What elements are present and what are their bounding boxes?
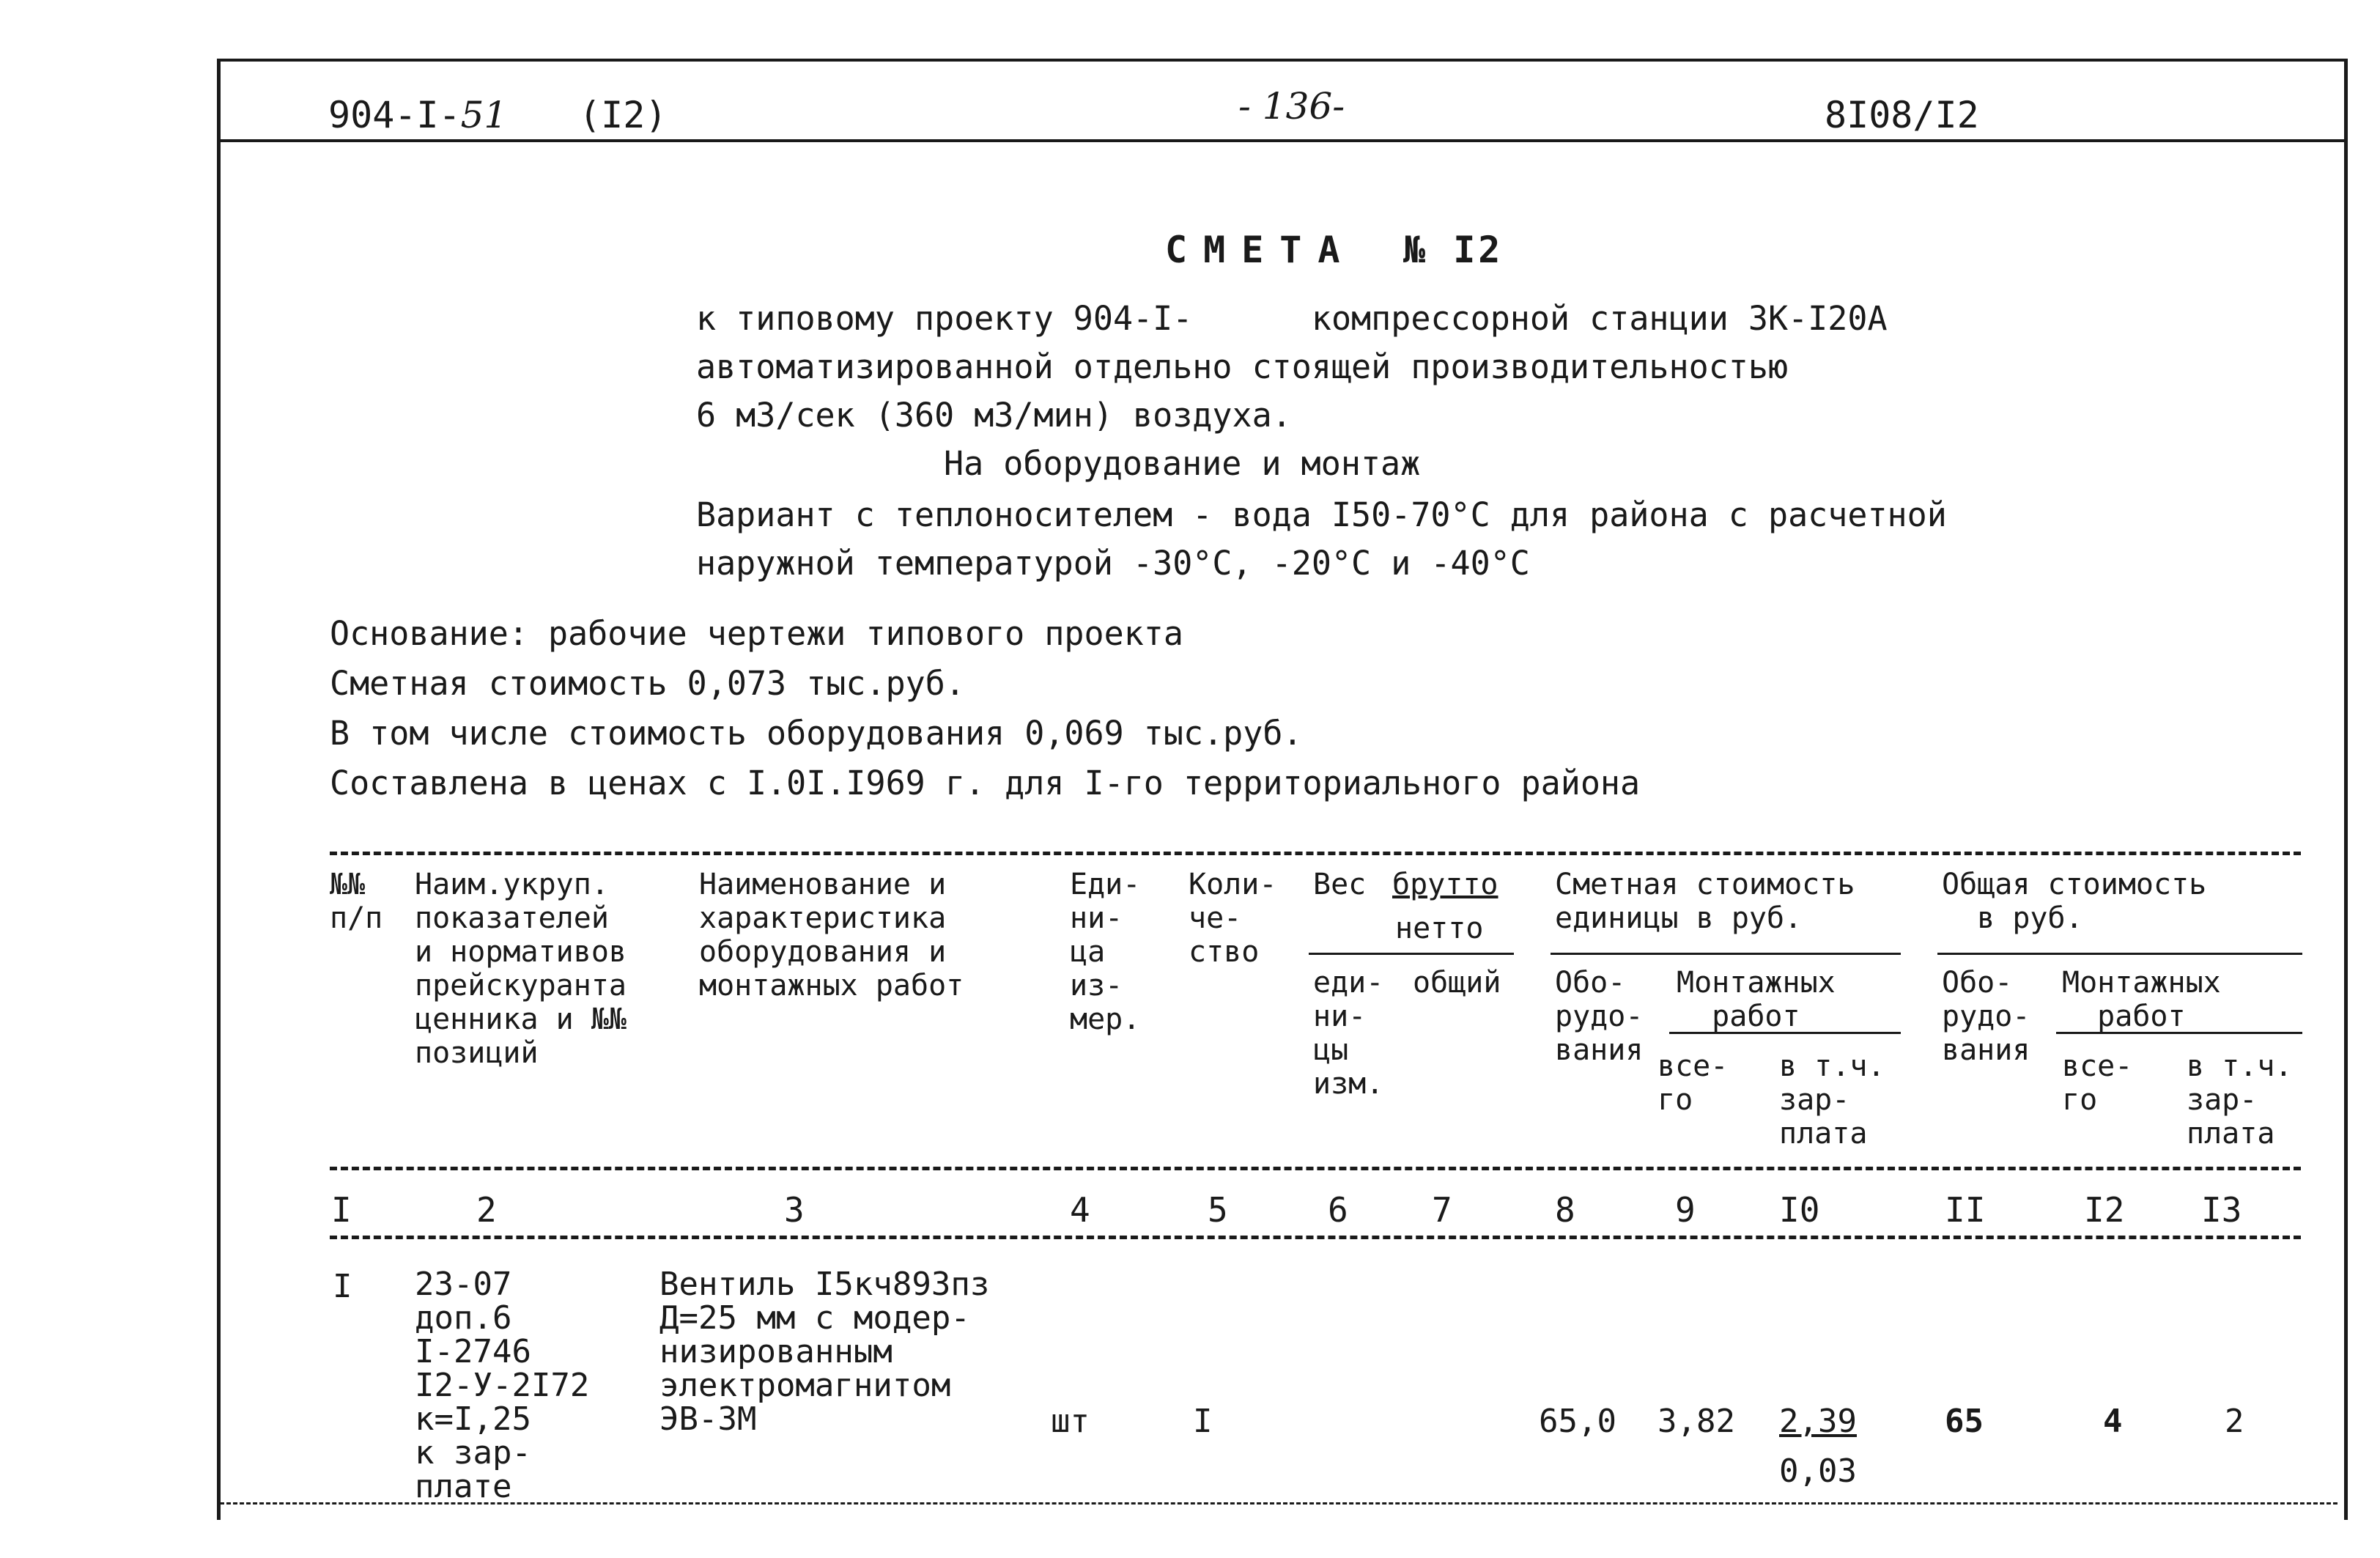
row-unit-install-all: 3,82 [1658,1403,1735,1440]
variant-line-2: наружной температурой -30°С, -20°С и -40°С [696,544,1530,583]
column-number: 5 [1208,1190,1228,1230]
col-header-unit: Еди- ни- ца из- мер. [1070,868,1141,1036]
row-unit-install-wage-sub: 0,03 [1779,1452,1857,1490]
subtitle-line-2: автоматизированной отдельно стоящей производительностью [696,347,1789,386]
column-number: I3 [2201,1190,2242,1230]
row-name: Вентиль I5кч893пз Д=25 мм с модер- низированным электромагнитом ЭВ-3М [659,1266,990,1438]
column-number: 7 [1432,1190,1452,1230]
column-number: 6 [1328,1190,1348,1230]
doc-title: СМЕТА [1165,229,1356,271]
col-header-name: Наименование и характеристика оборудования и монтажных работ [699,868,964,1003]
subtitle-line-1: к типовому проекту 904-I- компрессорной станции 3К-I20А [696,299,1888,338]
header-rule [217,139,2344,142]
row-unit-install-wage: 2,39 [1779,1403,1857,1440]
unit-install-rule [1669,1032,1901,1034]
section-title: На оборудование и монтаж [944,444,1421,483]
col-header-total-weight: общий [1413,966,1501,1000]
row-total-install-all: 4 [2103,1403,2123,1440]
table-header-bottom-rule [330,1167,2301,1170]
col-header-weight: Вес [1313,868,1367,901]
info-basis: Основание: рабочие чертежи типового проекта [330,614,1183,653]
weight-rule [1309,953,1514,955]
doc-code-text: 904-I- [328,94,461,136]
row-total-equipment: 65 [1945,1403,1984,1440]
info-prices-date: Составлена в ценах с I.0I.I969 г. для I-го территориального района [330,764,1641,802]
col-header-total-cost: Общая стоимость в руб. [1942,868,2207,935]
column-number: 8 [1555,1190,1575,1230]
col-header-unit-equipment: Обо- рудо- вания [1555,966,1644,1067]
col-header-unit-weight: еди- ни- цы изм. [1313,966,1384,1101]
table-top-rule [330,852,2301,855]
doc-part: (I2) [579,94,668,136]
column-number: 4 [1070,1190,1090,1230]
row-unit-equipment: 65,0 [1539,1403,1616,1440]
col-header-unit-cost: Сметная стоимость единицы в руб. [1555,868,1855,935]
col-header-total-install-all: все- го [2062,1049,2133,1117]
col-header-unit-install-wage: в т.ч. зар- плата [1779,1049,1885,1151]
col-header-brutto: брутто [1392,868,1498,901]
subtitle-line-3: 6 м3/сек (360 м3/мин) воздуха. [696,396,1292,435]
col-header-unit-install-all: все- го [1658,1049,1729,1117]
col-header-total-install: Монтажных работ [2062,966,2221,1033]
row-unit: шт [1051,1403,1090,1440]
doc-title-number: № I2 [1403,229,1504,271]
column-number: I [331,1190,352,1230]
col-header-unit-install: Монтажных работ [1677,966,1836,1033]
doc-code [328,94,507,136]
doc-number: 8I08/I2 [1825,94,1979,136]
info-equipment-cost: В том числе стоимость оборудования 0,069 тыс.руб. [330,714,1303,753]
col-header-total-install-wage: в т.ч. зар- плата [2187,1049,2293,1151]
row-num: I [333,1268,352,1305]
row-qty: I [1193,1403,1213,1440]
column-number: II [1945,1190,1986,1230]
column-number: 2 [476,1190,497,1230]
col-header-code: Наим.укруп. показателей и нормативов прейскуранта ценника и №№ позиций [415,868,627,1070]
column-number-rule [330,1236,2301,1239]
column-number: I0 [1779,1190,1820,1230]
row-code: 23-07 доп.6 I-2746 I2-У-2I72 к=I,25 к зар- плате [415,1266,590,1505]
total-install-rule [2056,1032,2302,1034]
info-estimated-cost: Сметная стоимость 0,073 тыс.руб. [330,664,965,703]
column-number: I2 [2084,1190,2125,1230]
doc-code-handwritten: 51 [460,94,508,136]
column-number: 3 [784,1190,805,1230]
variant-line-1: Вариант с теплоносителем - вода I50-70°С для района с расчетной [696,495,1947,534]
unit-cost-rule [1551,953,1901,955]
col-header-total-equipment: Обо- рудо- вания [1942,966,2030,1067]
col-header-num: №№ п/п [330,868,383,935]
page-number: - 136- [1238,85,1345,128]
total-cost-rule [1937,953,2302,955]
row-total-install-wage: 2 [2225,1403,2244,1440]
column-number: 9 [1675,1190,1696,1230]
col-header-qty: Коли- че- ство [1189,868,1277,969]
col-header-netto: нетто [1395,912,1484,945]
